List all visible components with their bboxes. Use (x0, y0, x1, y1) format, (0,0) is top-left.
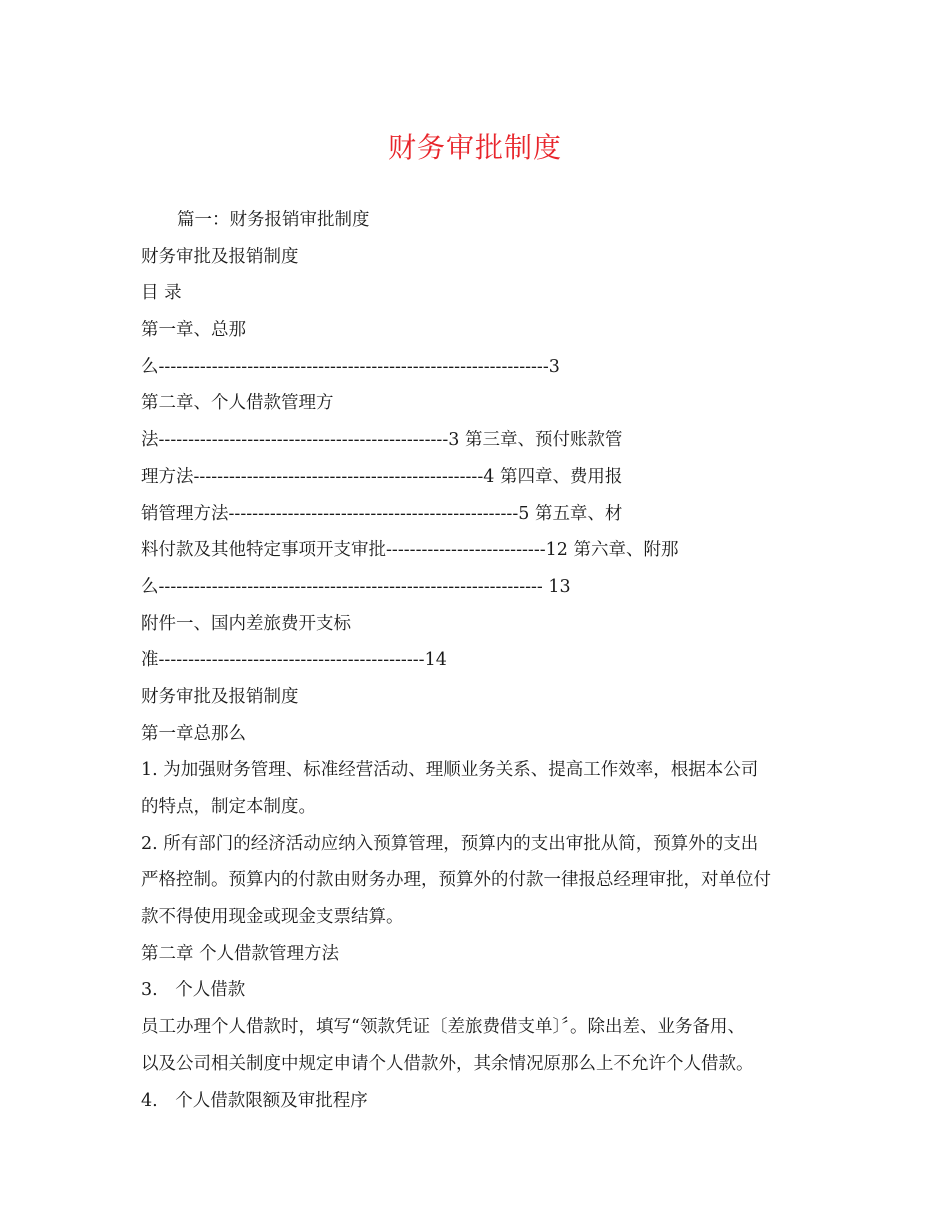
section-heading: 财务审批及报销制度 (141, 686, 299, 707)
toc-line: 么------------------------------------------------------------------3 (141, 356, 560, 377)
paragraph-line: 款不得使用现金或现金支票结算。 (141, 907, 404, 928)
paragraph-line: 1. 为加强财务管理、标准经营活动、理顺业务关系、提高工作效率，根据本公司 (141, 760, 759, 781)
toc-line: 销管理方法-------------------------------------------------5 第五章、材 (141, 503, 623, 524)
paragraph-line: 3. 个人借款 (141, 980, 246, 1001)
section-heading: 财务审批及报销制度 (141, 246, 299, 267)
toc-line: 法-------------------------------------------------3 第三章、预付账款管 (141, 430, 623, 451)
toc-line: 准---------------------------------------------14 (141, 650, 447, 671)
toc-line: 么----------------------------------------------------------------- 13 (141, 576, 571, 597)
toc-line: 附件一、国内差旅费开支标 (141, 613, 351, 634)
toc-line: 第二章、个人借款管理方 (141, 393, 334, 414)
paragraph-line: 员工办理个人借款时，填写“领款凭证〔差旅费借支单〕〞。除出差、业务备用、 (141, 1017, 745, 1038)
paragraph-line: 4. 个人借款限额及审批程序 (141, 1090, 368, 1111)
document-title: 财务审批制度 (387, 131, 562, 164)
paragraph-line: 的特点，制定本制度。 (141, 797, 316, 817)
toc-heading: 目 录 (141, 283, 182, 304)
subtitle-line: 篇一：财务报销审批制度 (177, 210, 370, 230)
paragraph-line: 以及公司相关制度中规定申请个人借款外，其余情况原那么上不允许个人借款。 (141, 1053, 754, 1074)
toc-line: 理方法-------------------------------------------------4 第四章、费用报 (141, 466, 623, 487)
paragraph-line: 2. 所有部门的经济活动应纳入预算管理，预算内的支出审批从简，预算外的支出 (141, 833, 759, 854)
toc-line: 料付款及其他特定事项开支审批---------------------------12 第六章、附那 (141, 540, 679, 561)
chapter-heading: 第一章总那么 (141, 723, 246, 744)
chapter-heading: 第二章 个人借款管理方法 (141, 943, 340, 964)
paragraph-line: 严格控制。预算内的付款由财务办理，预算外的付款一律报总经理审批，对单位付 (141, 870, 771, 891)
toc-line: 第一章、总那 (141, 320, 246, 341)
document-body (141, 202, 816, 1119)
